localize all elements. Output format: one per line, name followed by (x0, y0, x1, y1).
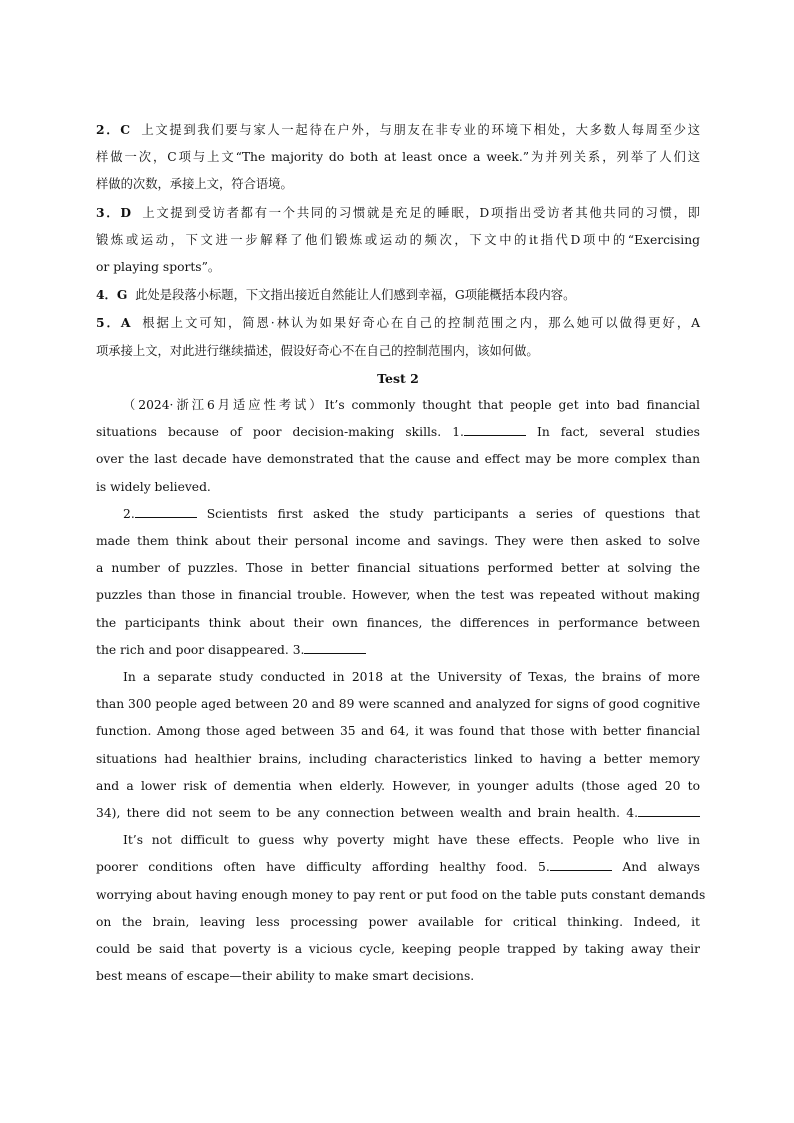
answer-2-line-3: 样做的次数，承接上文，符合语境。 (96, 177, 293, 192)
answer-4-line-1: 4．G 此处是段落小标题，下文指出接近自然能让人们感到幸福，G项能概括本段内容。 (96, 287, 576, 303)
blank-1[interactable] (464, 424, 526, 436)
blank-4[interactable] (638, 805, 700, 817)
p1-line-1: （2024·浙江6月适应性考试）It’s commonly thought that people get into bad financial (123, 398, 700, 413)
p2-line-5: the participants think about their own finances, the differences in performance between (96, 615, 700, 630)
p3-line-6: 34), there did not seem to be any connection between wealth and brain health. 4. (96, 800, 700, 827)
p3-line-1: In a separate study conducted in 2018 at the University of Texas, the brains of more (123, 670, 700, 685)
section-title: Test 2 (377, 370, 419, 386)
answer-3-line-3: or playing sports”。 (96, 260, 221, 275)
p2-line-6: the rich and poor disappeared. 3. (96, 637, 700, 664)
p2-line-3: a number of puzzles. Those in better financial situations performed better at solving the (96, 561, 700, 576)
answer-2-line-2: 样做一次，C项与上文“The majority do both at least once a week.”为并列关系，列举了人们这 (96, 150, 700, 165)
blank-3[interactable] (304, 642, 366, 654)
p1-line-3: over the last decade have demonstrated that the cause and effect may be more complex than (96, 452, 700, 467)
answer-3-line-2: 锻炼或运动，下文进一步解释了他们锻炼或运动的频次，下文中的it指代D项中的“Exercising (96, 232, 700, 247)
p3-line-4: situations had healthier brains, including characteristics linked to having a better memory (96, 751, 700, 766)
answer-3-label: 3．D (96, 204, 132, 220)
p4-line-3: worrying about having enough money to pay rent or put food on the table puts constant demands (96, 887, 706, 902)
blank-2[interactable] (135, 506, 197, 518)
blank-5[interactable] (550, 859, 612, 871)
p3-line-2: than 300 people aged between 20 and 89 were scanned and analyzed for signs of good cognitive (96, 697, 701, 712)
answer-5-label: 5．A (96, 315, 131, 331)
answer-2-line-1: 2．C 上文提到我们要与家人一起待在户外，与朋友在非专业的环境下相处，大多数人每周至少这 (96, 122, 700, 137)
p1-line-2: situations because of poor decision-making skills. 1. In fact, several studies (96, 425, 700, 440)
document-page (96, 116, 706, 991)
p2-line-4: puzzles than those in financial trouble. However, when the test was repeated without making (96, 588, 700, 603)
p2-line-1: 2. Scientists first asked the study participants a series of questions that (123, 506, 700, 521)
p1-line-4: is widely believed. (96, 479, 211, 494)
answer-2-label: 2．C (96, 122, 131, 137)
p4-line-2: poorer conditions often have difficulty affording healthy food. 5. And always (96, 860, 700, 875)
answer-5-line-1: 5．A 根据上文可知，简恩·林认为如果好奇心在自己的控制范围之内，那么她可以做得更好，A (96, 315, 700, 331)
p4-line-6: best means of escape—their ability to make smart decisions. (96, 969, 475, 984)
answer-5-line-2: 项承接上文，对此进行继续描述，假设好奇心不在自己的控制范围内，该如何做。 (96, 343, 539, 358)
p4-line-5: could be said that poverty is a vicious cycle, keeping people trapped by taking away their (96, 942, 700, 957)
p4-line-4: on the brain, leaving less processing power available for critical thinking. Indeed, it (96, 914, 700, 929)
p4-line-1: It’s not difficult to guess why poverty might have these effects. People who live in (123, 833, 700, 848)
answer-3-line-1: 3．D 上文提到受访者都有一个共同的习惯就是充足的睡眠，D项指出受访者其他共同的习惯，即 (96, 204, 700, 220)
p3-line-3: function. Among those aged between 35 and 64, it was found that those with better financial (96, 724, 700, 739)
p3-line-5: and a lower risk of dementia when elderly. However, in younger adults (those aged 20 to (96, 778, 700, 793)
answer-4-label: 4．G (96, 287, 128, 303)
p2-line-2: made them think about their personal income and savings. They were then asked to solve (96, 534, 700, 549)
